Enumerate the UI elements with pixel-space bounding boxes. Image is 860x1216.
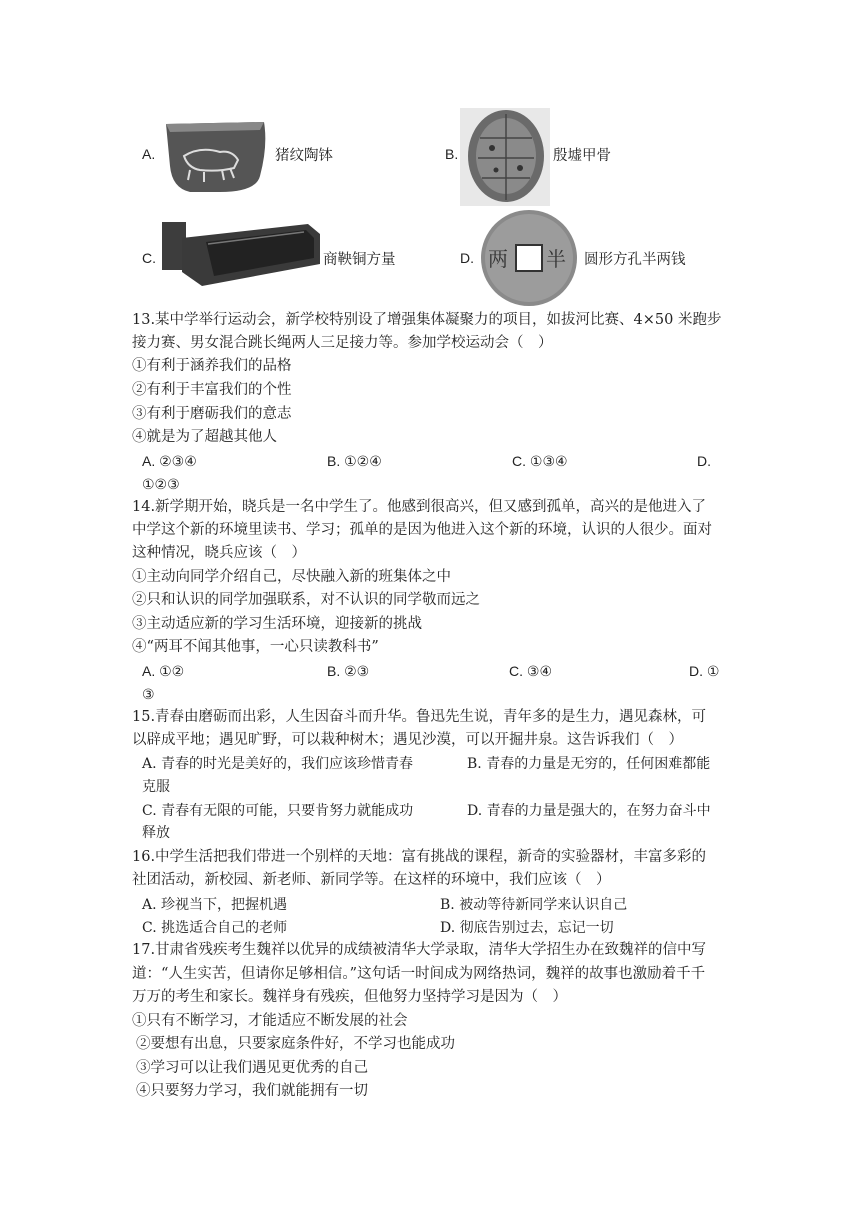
q14-choice-d-text: ③: [142, 686, 155, 702]
q14-choice-b[interactable]: B. ②③: [327, 663, 370, 679]
q16-choice-d[interactable]: D. 彻底告别过去，忘记一切: [440, 920, 614, 936]
svg-text:半: 半: [546, 247, 566, 271]
q13-choice-a[interactable]: A. ②③④: [142, 453, 197, 469]
option-a-caption: 猪纹陶钵: [275, 148, 333, 164]
q15-choice-d-wrap: 释放: [142, 825, 170, 841]
option-a-letter: A.: [142, 146, 156, 162]
q17-item: ②要想有出息，只要家庭条件好，不学习也能成功: [136, 1036, 455, 1052]
q13-choice-d[interactable]: D.: [697, 453, 711, 469]
q17-item: ①只有不断学习，才能适应不断发展的社会: [132, 1013, 408, 1029]
q14-choice-d[interactable]: D. ①: [689, 663, 720, 679]
option-b-letter: B.: [445, 146, 459, 162]
q17-item: ③学习可以让我们遇见更优秀的自己: [136, 1060, 368, 1076]
q15-choice-b[interactable]: B. 青春的力量是无穷的，任何困难都能: [467, 756, 711, 772]
q16-choice-a[interactable]: A. 珍视当下，把握机遇: [142, 897, 288, 913]
option-c-caption: 商鞅铜方量: [323, 252, 396, 268]
q17-stem-line: 万万的考生和家长。魏祥身有残疾，但他努力坚持学习是因为（ ）: [132, 989, 567, 1005]
q17-stem-line: 道：“人生实苦，但请你足够相信。”这句话一时间成为网络热词，魏祥的故事也激励着千千: [132, 966, 706, 982]
q13-item: ④就是为了超越其他人: [132, 429, 277, 445]
option-c-letter: C.: [142, 250, 156, 266]
pottery-bowl-image: [160, 116, 270, 196]
q14-item: ③主动适应新的学习生活环境，迎接新的挑战: [132, 616, 422, 632]
q13-item: ②有利于丰富我们的个性: [132, 382, 292, 398]
q14-stem-line: 中学这个新的环境里读书、学习；孤单的是因为他进入这个新的环境，认识的人很少。面对: [132, 522, 712, 538]
q13-stem-line: 13.某中学举行运动会，新学校特别设了增强集体凝聚力的项目，如拔河比赛、4×50 米跑步: [132, 312, 722, 328]
q14-item: ①主动向同学介绍自己，尽快融入新的班集体之中: [132, 569, 451, 585]
q16-choice-b[interactable]: B. 被动等待新同学来认识自己: [440, 897, 628, 913]
bronze-measure-image: [158, 218, 323, 292]
q14-item: ②只和认识的同学加强联系，对不认识的同学敬而远之: [132, 592, 480, 608]
q13-stem-line: 接力赛、男女混合跳长绳两人三足接力等。参加学校运动会（ ）: [132, 335, 553, 351]
q15-choice-a[interactable]: A. 青春的时光是美好的，我们应该珍惜青春: [142, 756, 414, 772]
q15-choice-d[interactable]: D. 青春的力量是强大的，在努力奋斗中: [467, 803, 711, 819]
option-b-caption: 殷墟甲骨: [553, 148, 611, 164]
q14-choice-c[interactable]: C. ③④: [509, 663, 552, 679]
q14-item: ④“两耳不闻其他事，一心只读教科书”: [132, 639, 379, 655]
q14-stem-line: 这种情况，晓兵应该（ ）: [132, 545, 306, 561]
option-d-letter: D.: [460, 250, 474, 266]
q15-choice-c[interactable]: C. 青春有无限的可能，只要肯努力就能成功: [142, 803, 414, 819]
q13-item: ③有利于磨砺我们的意志: [132, 406, 292, 422]
q15-stem-line: 以辟成平地；遇见旷野，可以栽种树木；遇见沙漠，可以开掘井泉。这告诉我们（ ）: [132, 732, 683, 748]
q13-choice-c[interactable]: C. ①③④: [512, 453, 568, 469]
q15-choice-b-wrap: 克服: [142, 779, 170, 795]
q16-stem-line: 16.中学生活把我们带进一个别样的天地：富有挑战的课程，新奇的实验器材，丰富多彩的: [132, 849, 707, 865]
q13-choice-b[interactable]: B. ①②④: [327, 453, 382, 469]
q13-item: ①有利于涵养我们的品格: [132, 358, 292, 374]
svg-text:两: 两: [488, 247, 508, 271]
option-d-caption: 圆形方孔半两钱: [584, 252, 686, 268]
q16-stem-line: 社团活动，新校园、新老师、新同学等。在这样的环境中，我们应该（ ）: [132, 872, 611, 888]
q14-choice-a[interactable]: A. ①②: [142, 663, 185, 679]
q14-stem-line: 14.新学期开始，晓兵是一名中学生了。他感到很高兴，但又感到孤单，高兴的是他进入了: [132, 499, 707, 515]
q16-choice-c[interactable]: C. 挑选适合自己的老师: [142, 920, 288, 936]
q17-item: ④只要努力学习，我们就能拥有一切: [136, 1083, 368, 1099]
q13-choice-d-text: ①②③: [142, 476, 180, 492]
q15-stem-line: 15.青春由磨砺而出彩，人生因奋斗而升华。鲁迅先生说，青年多的是生力，遇见森林，可: [132, 709, 707, 725]
q17-stem-line: 17.甘肃省残疾考生魏祥以优异的成绩被清华大学录取，清华大学招生办在致魏祥的信中写: [132, 942, 707, 958]
oracle-bone-image: [460, 108, 550, 206]
coin-image: [476, 208, 582, 308]
